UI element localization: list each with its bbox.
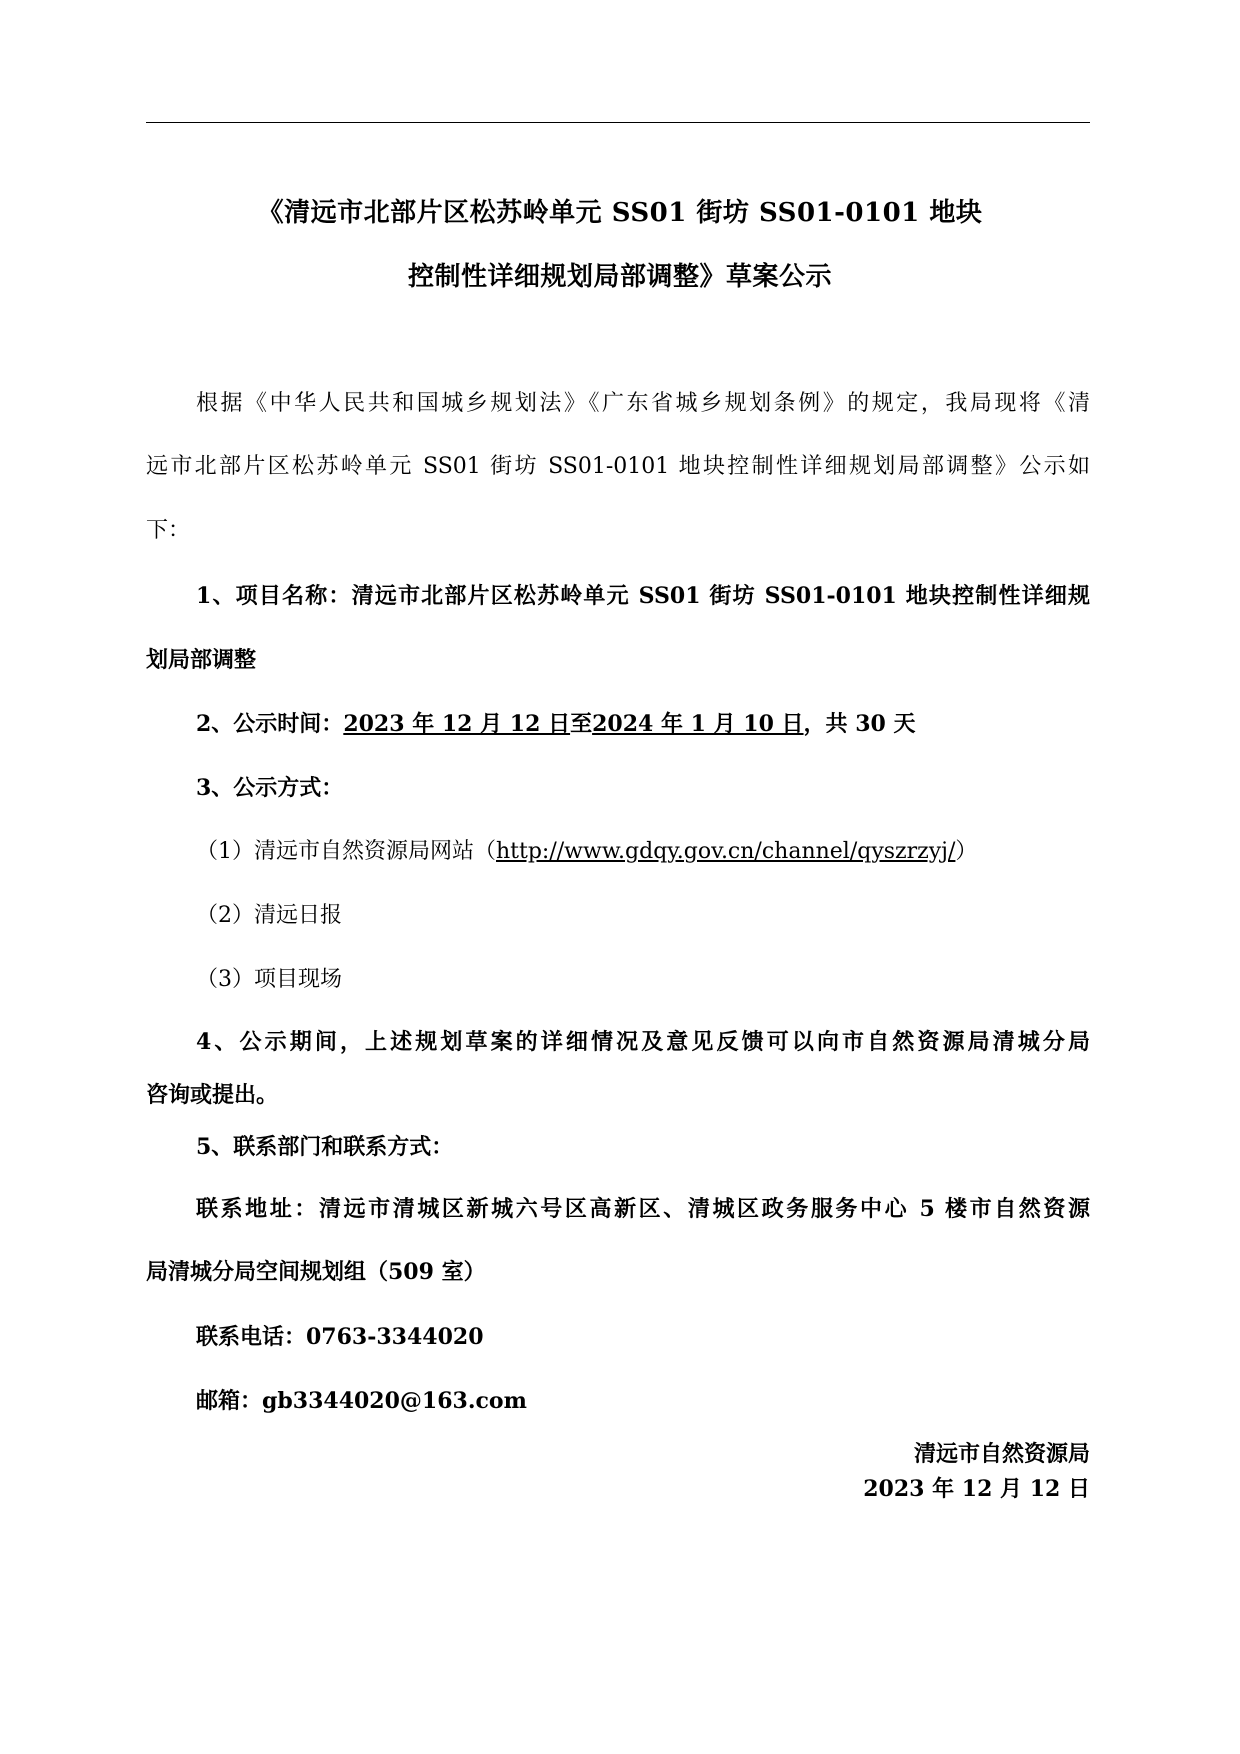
item2-publicity-period <box>196 709 915 739</box>
signature-organization: 清远市自然资源局 <box>913 1441 1090 1467</box>
header-rule <box>146 122 1090 123</box>
item3-way-3: （3）项目现场 <box>196 967 342 992</box>
signature-date: 2023 年 12 月 12 日 <box>863 1476 1090 1502</box>
item5-address-line-2: 局清城分局空间规划组（509 室） <box>146 1259 486 1285</box>
item5-heading: 5、联系部门和联系方式： <box>196 1134 454 1160</box>
item2-middle: 至 <box>570 711 593 737</box>
item3-way-1 <box>196 837 977 867</box>
title-line-1: 《清远市北部片区松苏岭单元 SS01 街坊 SS01-0101 地块 <box>257 198 983 228</box>
intro-line-3: 下： <box>146 518 191 543</box>
contact-phone: 联系电话：0763-3344020 <box>196 1324 484 1350</box>
item4-line-1: 4、公示期间，上述规划草案的详细情况及意见反馈可以向市自然资源局清城分局 <box>196 1029 1090 1055</box>
item5-address-line-1: 联系地址：清远市清城区新城六号区高新区、清城区政务服务中心 5 楼市自然资源 <box>196 1196 1090 1222</box>
intro-line-2: 远市北部片区松苏岭单元 SS01 街坊 SS01-0101 地块控制性详细规划局部调整》公示如 <box>146 454 1090 479</box>
item3-heading: 3、公示方式： <box>196 775 344 801</box>
website-link[interactable]: http://www.gdqy.gov.cn/channel/qyszrzyj/ <box>496 839 956 864</box>
item2-start-date: 2023 年 12 月 12 日 <box>343 711 571 737</box>
item1-line-1: 1、项目名称：清远市北部片区松苏岭单元 SS01 街坊 SS01-0101 地块控制性详细规 <box>196 583 1090 609</box>
item3-way1-suffix: ） <box>955 839 978 864</box>
item4-line-2: 咨询或提出。 <box>146 1082 279 1108</box>
contact-email: 邮箱：gb3344020@163.com <box>196 1388 527 1414</box>
title-line-2: 控制性详细规划局部调整》草案公示 <box>407 262 832 292</box>
intro-line-1: 根据《中华人民共和国城乡规划法》《广东省城乡规划条例》的规定，我局现将《清 <box>196 391 1090 416</box>
item3-way1-prefix: （1）清远市自然资源局网站（ <box>196 839 496 864</box>
item2-suffix: ，共 30 天 <box>803 711 916 737</box>
item2-prefix: 2、公示时间： <box>196 711 344 737</box>
item1-line-2: 划局部调整 <box>146 647 257 673</box>
item3-way-2: （2）清远日报 <box>196 903 342 928</box>
item2-end-date: 2024 年 1 月 10 日 <box>592 711 804 737</box>
